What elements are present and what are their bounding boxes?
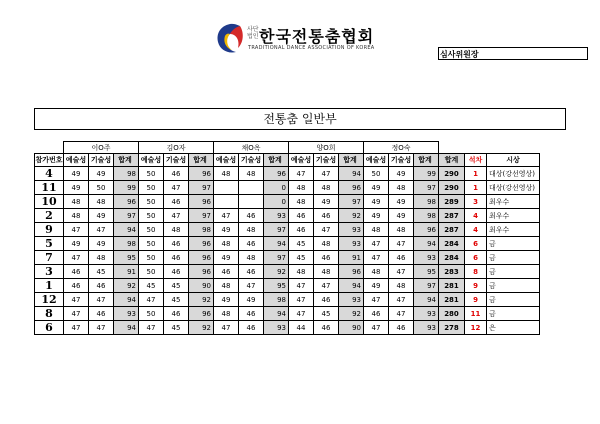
- artistry-score: 50: [139, 307, 164, 321]
- artistry-score: 47: [289, 279, 314, 293]
- technique-score: 46: [164, 195, 189, 209]
- judge-sum: 94: [339, 279, 364, 293]
- artistry-score: 48: [64, 209, 89, 223]
- judge-sum: 91: [339, 251, 364, 265]
- artistry-score: 47: [289, 293, 314, 307]
- artistry-score: 50: [139, 181, 164, 195]
- participant-number: 12: [35, 293, 64, 307]
- judge-sum: 92: [189, 293, 214, 307]
- header-award: 시상: [487, 154, 540, 167]
- logo-title: 한국전통춤협회: [259, 27, 375, 46]
- technique-score: 47: [389, 307, 414, 321]
- judge-sum: 97: [264, 223, 289, 237]
- artistry-score: 49: [364, 209, 389, 223]
- judge-sum: 96: [189, 167, 214, 181]
- rank: 6: [465, 237, 487, 251]
- header-sum: 합계: [189, 154, 214, 167]
- technique-score: [239, 195, 264, 209]
- judge-sum: 93: [414, 307, 439, 321]
- award: 은: [487, 321, 540, 335]
- artistry-score: 49: [364, 181, 389, 195]
- artistry-score: 50: [139, 251, 164, 265]
- artistry-score: 45: [289, 251, 314, 265]
- artistry-score: 47: [139, 293, 164, 307]
- judge-sum: 96: [339, 181, 364, 195]
- rank: 1: [465, 167, 487, 181]
- table-row: [35, 167, 540, 181]
- judge-sum: 97: [114, 209, 139, 223]
- technique-score: 46: [314, 209, 339, 223]
- technique-score: 46: [164, 237, 189, 251]
- artistry-score: 48: [289, 195, 314, 209]
- judge-sum: 96: [189, 265, 214, 279]
- artistry-score: 50: [364, 167, 389, 181]
- judge-sum: 99: [414, 167, 439, 181]
- judge-sum: 95: [414, 265, 439, 279]
- technique-score: 47: [164, 181, 189, 195]
- judge-sum: 97: [339, 195, 364, 209]
- technique-score: 45: [89, 265, 114, 279]
- judge-sum: 93: [339, 223, 364, 237]
- technique-score: 49: [239, 293, 264, 307]
- technique-score: 47: [389, 293, 414, 307]
- rank: 8: [465, 265, 487, 279]
- artistry-score: 48: [214, 167, 239, 181]
- judge-sum: 96: [264, 167, 289, 181]
- column-header-row: [35, 154, 540, 167]
- artistry-score: 46: [364, 307, 389, 321]
- technique-score: 47: [89, 223, 114, 237]
- total-score: 281: [439, 279, 465, 293]
- artistry-score: 46: [289, 223, 314, 237]
- header-artistry: 예술성: [64, 154, 89, 167]
- judge-sum: 96: [414, 223, 439, 237]
- artistry-score: 47: [364, 237, 389, 251]
- technique-score: 49: [314, 195, 339, 209]
- artistry-score: 50: [139, 265, 164, 279]
- artistry-score: 47: [64, 307, 89, 321]
- technique-score: 47: [389, 237, 414, 251]
- artistry-score: 50: [139, 223, 164, 237]
- artistry-score: 47: [364, 321, 389, 335]
- header-sum: 합계: [264, 154, 289, 167]
- header-artistry: 예술성: [289, 154, 314, 167]
- judge-sum: 98: [414, 195, 439, 209]
- total-score: 284: [439, 251, 465, 265]
- judge-sum: 93: [114, 307, 139, 321]
- technique-score: 47: [239, 279, 264, 293]
- artistry-score: 49: [364, 195, 389, 209]
- technique-score: 46: [164, 307, 189, 321]
- taegeuk-emblem-icon: [214, 22, 246, 56]
- technique-score: 46: [164, 265, 189, 279]
- total-score: 290: [439, 167, 465, 181]
- artistry-score: 47: [139, 321, 164, 335]
- judge-sum: 92: [264, 265, 289, 279]
- judge-sum: 94: [114, 321, 139, 335]
- technique-score: 45: [164, 321, 189, 335]
- artistry-score: 49: [214, 293, 239, 307]
- technique-score: 48: [314, 237, 339, 251]
- technique-score: 46: [389, 251, 414, 265]
- logo-subtitle: TRADITIONAL DANCE ASSOCIATION OF KOREA: [248, 45, 375, 51]
- rank: 6: [465, 251, 487, 265]
- table-row: [35, 209, 540, 223]
- judge-sum: 93: [414, 321, 439, 335]
- technique-score: 46: [239, 307, 264, 321]
- judge-sum: 92: [189, 321, 214, 335]
- table-row: [35, 307, 540, 321]
- total-score: 290: [439, 181, 465, 195]
- artistry-score: 50: [139, 167, 164, 181]
- judge-sum: 93: [414, 251, 439, 265]
- judge-sum: 98: [414, 209, 439, 223]
- technique-score: 45: [164, 279, 189, 293]
- artistry-score: 44: [289, 321, 314, 335]
- rank: 4: [465, 209, 487, 223]
- judge-sum: 96: [339, 265, 364, 279]
- technique-score: 47: [389, 265, 414, 279]
- technique-score: 49: [89, 209, 114, 223]
- judge-sum: 94: [414, 293, 439, 307]
- judge-sum: 0: [264, 195, 289, 209]
- header-number: 참가번호: [35, 154, 64, 167]
- technique-score: 46: [89, 279, 114, 293]
- artistry-score: 50: [139, 237, 164, 251]
- technique-score: 46: [314, 321, 339, 335]
- award: 최우수: [487, 195, 540, 209]
- artistry-score: 48: [64, 195, 89, 209]
- technique-score: 46: [89, 307, 114, 321]
- header-artistry: 예술성: [364, 154, 389, 167]
- header-sum: 합계: [114, 154, 139, 167]
- judge-name-1: 이O주: [64, 142, 139, 154]
- technique-score: 46: [164, 251, 189, 265]
- header-rank: 석차: [465, 154, 487, 167]
- award: 금: [487, 237, 540, 251]
- judge-sum: 90: [189, 279, 214, 293]
- technique-score: 47: [89, 321, 114, 335]
- table-row: [35, 195, 540, 209]
- participant-number: 6: [35, 321, 64, 335]
- judge-sum: 93: [264, 209, 289, 223]
- judge-sum: 96: [189, 251, 214, 265]
- artistry-score: 48: [364, 265, 389, 279]
- header-sum: 합계: [339, 154, 364, 167]
- artistry-score: 47: [64, 321, 89, 335]
- judge-sum: 96: [114, 195, 139, 209]
- award: 최우수: [487, 209, 540, 223]
- judge-sum: 94: [264, 237, 289, 251]
- award: 금: [487, 265, 540, 279]
- artistry-score: 47: [289, 307, 314, 321]
- technique-score: 49: [389, 195, 414, 209]
- logo-small-text: 사단법인: [247, 26, 259, 40]
- participant-number: 5: [35, 237, 64, 251]
- technique-score: 46: [239, 321, 264, 335]
- chief-judge-label: 심사위원장: [440, 50, 479, 59]
- judge-sum: 91: [114, 265, 139, 279]
- award: 금: [487, 293, 540, 307]
- artistry-score: 45: [139, 279, 164, 293]
- technique-score: 47: [89, 293, 114, 307]
- technique-score: 48: [389, 181, 414, 195]
- award: 금: [487, 279, 540, 293]
- technique-score: 48: [239, 167, 264, 181]
- technique-score: 45: [314, 307, 339, 321]
- judge-sum: 98: [114, 237, 139, 251]
- judge-sum: 97: [264, 251, 289, 265]
- technique-score: 49: [89, 237, 114, 251]
- table-row: [35, 265, 540, 279]
- award: 금: [487, 251, 540, 265]
- artistry-score: 49: [64, 237, 89, 251]
- judge-sum: 97: [189, 209, 214, 223]
- technique-score: 48: [89, 251, 114, 265]
- technique-score: 48: [389, 223, 414, 237]
- artistry-score: 47: [364, 293, 389, 307]
- artistry-score: 46: [289, 209, 314, 223]
- judge-header-row: [35, 142, 540, 154]
- award: 금: [487, 307, 540, 321]
- total-score: 287: [439, 209, 465, 223]
- total-score: 289: [439, 195, 465, 209]
- judge-sum: 94: [114, 293, 139, 307]
- total-score: 283: [439, 265, 465, 279]
- technique-score: 47: [164, 209, 189, 223]
- participant-number: 11: [35, 181, 64, 195]
- artistry-score: 47: [289, 167, 314, 181]
- artistry-score: [214, 181, 239, 195]
- association-logo: [214, 22, 384, 58]
- judge-sum: 96: [189, 195, 214, 209]
- technique-score: 48: [239, 251, 264, 265]
- table-row: [35, 321, 540, 335]
- table-row: [35, 251, 540, 265]
- participant-number: 3: [35, 265, 64, 279]
- technique-score: 49: [389, 209, 414, 223]
- judge-sum: 97: [189, 181, 214, 195]
- rank: 4: [465, 223, 487, 237]
- artistry-score: 48: [364, 223, 389, 237]
- judge-sum: 94: [264, 307, 289, 321]
- technique-score: 48: [314, 265, 339, 279]
- technique-score: [239, 181, 264, 195]
- header-artistry: 예술성: [139, 154, 164, 167]
- table-row: [35, 237, 540, 251]
- artistry-score: 47: [64, 223, 89, 237]
- judge-name-3: 채O옥: [214, 142, 289, 154]
- table-row: [35, 223, 540, 237]
- participant-number: 7: [35, 251, 64, 265]
- judge-sum: 93: [339, 293, 364, 307]
- rank: 3: [465, 195, 487, 209]
- total-score: 284: [439, 237, 465, 251]
- header-technique: 기술성: [89, 154, 114, 167]
- table-row: [35, 279, 540, 293]
- technique-score: 46: [239, 265, 264, 279]
- technique-score: 49: [389, 167, 414, 181]
- header-technique: 기술성: [239, 154, 264, 167]
- award: 최우수: [487, 223, 540, 237]
- artistry-score: 50: [139, 195, 164, 209]
- artistry-score: 49: [64, 167, 89, 181]
- judge-sum: 97: [414, 279, 439, 293]
- artistry-score: 47: [364, 251, 389, 265]
- technique-score: 47: [314, 279, 339, 293]
- judge-sum: 96: [189, 307, 214, 321]
- artistry-score: 49: [64, 181, 89, 195]
- total-score: 281: [439, 293, 465, 307]
- rank: 9: [465, 279, 487, 293]
- judge-sum: 98: [189, 223, 214, 237]
- participant-number: 10: [35, 195, 64, 209]
- table-row: [35, 181, 540, 195]
- total-score: 280: [439, 307, 465, 321]
- judge-sum: 97: [414, 181, 439, 195]
- rank: 11: [465, 307, 487, 321]
- judge-sum: 92: [339, 307, 364, 321]
- artistry-score: 47: [214, 209, 239, 223]
- technique-score: 50: [89, 181, 114, 195]
- page-title: 전통춤 일반부: [34, 108, 566, 130]
- judge-name-5: 정O숙: [364, 142, 439, 154]
- participant-number: 2: [35, 209, 64, 223]
- header-technique: 기술성: [389, 154, 414, 167]
- judge-sum: 0: [264, 181, 289, 195]
- artistry-score: 47: [214, 321, 239, 335]
- judge-sum: 93: [339, 237, 364, 251]
- score-table: [34, 141, 540, 335]
- technique-score: 46: [389, 321, 414, 335]
- judge-sum: 94: [414, 237, 439, 251]
- artistry-score: 47: [64, 251, 89, 265]
- judge-sum: 96: [189, 237, 214, 251]
- technique-score: 46: [164, 167, 189, 181]
- artistry-score: 48: [214, 307, 239, 321]
- judge-sum: 92: [114, 279, 139, 293]
- header-sum: 합계: [414, 154, 439, 167]
- judge-sum: 98: [114, 167, 139, 181]
- artistry-score: 46: [214, 265, 239, 279]
- table-row: [35, 293, 540, 307]
- rank: 1: [465, 181, 487, 195]
- artistry-score: 46: [64, 265, 89, 279]
- artistry-score: 48: [214, 279, 239, 293]
- technique-score: 46: [239, 237, 264, 251]
- artistry-score: 48: [289, 181, 314, 195]
- artistry-score: 49: [214, 251, 239, 265]
- judge-name-2: 김O자: [139, 142, 214, 154]
- judge-sum: 90: [339, 321, 364, 335]
- technique-score: 46: [239, 209, 264, 223]
- participant-number: 8: [35, 307, 64, 321]
- judge-sum: 92: [339, 209, 364, 223]
- artistry-score: 49: [364, 279, 389, 293]
- header-artistry: 예술성: [214, 154, 239, 167]
- total-score: 278: [439, 321, 465, 335]
- technique-score: 48: [89, 195, 114, 209]
- header-technique: 기술성: [314, 154, 339, 167]
- participant-number: 4: [35, 167, 64, 181]
- header-technique: 기술성: [164, 154, 189, 167]
- header-total: 합계: [439, 154, 465, 167]
- technique-score: 48: [239, 223, 264, 237]
- artistry-score: 50: [139, 209, 164, 223]
- judge-sum: 93: [264, 321, 289, 335]
- judge-sum: 95: [114, 251, 139, 265]
- judge-sum: 94: [114, 223, 139, 237]
- participant-number: 9: [35, 223, 64, 237]
- artistry-score: 48: [289, 265, 314, 279]
- judge-sum: 94: [339, 167, 364, 181]
- technique-score: 46: [314, 293, 339, 307]
- award: 대상(강선영상): [487, 167, 540, 181]
- technique-score: 49: [89, 167, 114, 181]
- rank: 12: [465, 321, 487, 335]
- judge-name-4: 양O희: [289, 142, 364, 154]
- rank: 9: [465, 293, 487, 307]
- participant-number: 1: [35, 279, 64, 293]
- technique-score: 48: [164, 223, 189, 237]
- artistry-score: 48: [214, 237, 239, 251]
- judge-sum: 98: [264, 293, 289, 307]
- total-score: 287: [439, 223, 465, 237]
- technique-score: 48: [314, 181, 339, 195]
- judge-sum: 99: [114, 181, 139, 195]
- judge-sum: 95: [264, 279, 289, 293]
- technique-score: 48: [389, 279, 414, 293]
- artistry-score: 47: [64, 293, 89, 307]
- technique-score: 46: [314, 251, 339, 265]
- artistry-score: 46: [64, 279, 89, 293]
- artistry-score: [214, 195, 239, 209]
- artistry-score: 45: [289, 237, 314, 251]
- artistry-score: 49: [214, 223, 239, 237]
- technique-score: 47: [314, 223, 339, 237]
- technique-score: 47: [314, 167, 339, 181]
- award: 대상(강선영상): [487, 181, 540, 195]
- technique-score: 45: [164, 293, 189, 307]
